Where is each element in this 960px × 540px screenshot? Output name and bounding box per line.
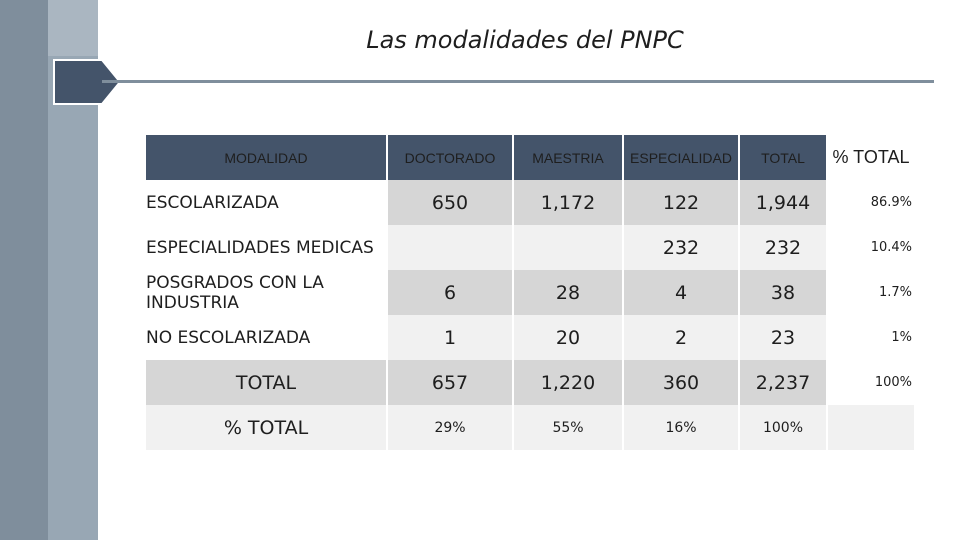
- row-doctorado: [388, 225, 512, 270]
- row-pct: 1%: [828, 315, 914, 360]
- table-header-row: [146, 135, 914, 180]
- pct-row-label: % TOTAL: [146, 405, 386, 450]
- total-doctorado: 657: [388, 360, 512, 405]
- row-pct: 86.9%: [828, 180, 914, 225]
- row-modalidad: ESCOLARIZADA: [146, 180, 386, 225]
- left-band-dark: [0, 0, 48, 540]
- pct-especialidad: 16%: [624, 405, 738, 450]
- row-doctorado: 6: [388, 270, 512, 315]
- total-row-label: TOTAL: [146, 360, 386, 405]
- pct-total: 100%: [740, 405, 826, 450]
- table-row: [146, 225, 914, 270]
- row-total: 38: [740, 270, 826, 315]
- pct-doctorado: 29%: [388, 405, 512, 450]
- pct-total-row: [146, 405, 914, 450]
- row-modalidad: NO ESCOLARIZADA: [146, 315, 386, 360]
- table-row: [146, 270, 914, 315]
- total-especialidad: 360: [624, 360, 738, 405]
- row-pct: 10.4%: [828, 225, 914, 270]
- row-total: 1,944: [740, 180, 826, 225]
- header-pct-total: % TOTAL: [828, 135, 914, 180]
- table-row: [146, 180, 914, 225]
- row-total: 232: [740, 225, 826, 270]
- page-title: Las modalidades del PNPC: [366, 26, 684, 54]
- row-especialidad: 122: [624, 180, 738, 225]
- row-modalidad: ESPECIALIDADES MEDICAS: [146, 225, 386, 270]
- row-maestria: 20: [514, 315, 622, 360]
- total-row: [146, 360, 914, 405]
- pct-maestria: 55%: [514, 405, 622, 450]
- row-pct: 1.7%: [828, 270, 914, 315]
- header-total: TOTAL: [740, 135, 826, 180]
- header-doctorado: DOCTORADO: [388, 135, 512, 180]
- row-maestria: 1,172: [514, 180, 622, 225]
- pct-pct: [828, 405, 914, 450]
- header-maestria: MAESTRIA: [514, 135, 622, 180]
- row-especialidad: 4: [624, 270, 738, 315]
- total-maestria: 1,220: [514, 360, 622, 405]
- row-total: 23: [740, 315, 826, 360]
- modalidades-table: [144, 135, 916, 450]
- total-pct: 100%: [828, 360, 914, 405]
- row-maestria: [514, 225, 622, 270]
- row-especialidad: 232: [624, 225, 738, 270]
- header-modalidad: MODALIDAD: [146, 135, 386, 180]
- total-total: 2,237: [740, 360, 826, 405]
- row-doctorado: 1: [388, 315, 512, 360]
- row-especialidad: 2: [624, 315, 738, 360]
- title-underline: [102, 80, 934, 83]
- row-doctorado: 650: [388, 180, 512, 225]
- row-maestria: 28: [514, 270, 622, 315]
- row-modalidad: POSGRADOS CON LA INDUSTRIA: [146, 270, 386, 315]
- table-row: [146, 315, 914, 360]
- header-especialidad: ESPECIALIDAD: [624, 135, 738, 180]
